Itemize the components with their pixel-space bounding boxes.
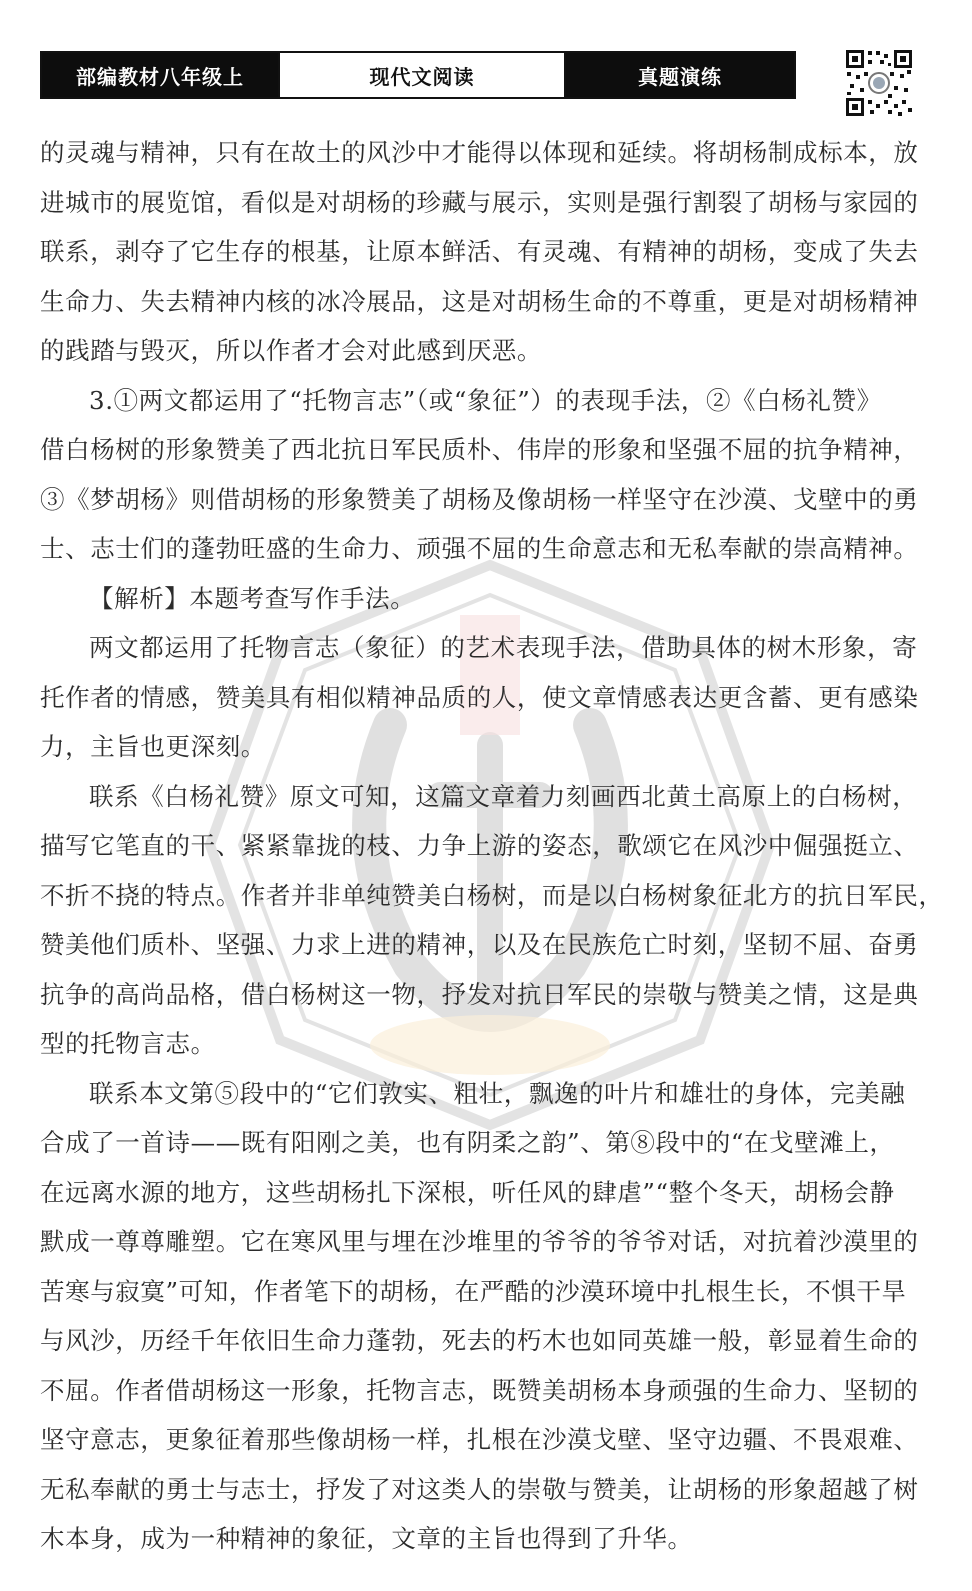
- text-line: 托作者的情感，赞美具有相似精神品质的人，使文章情感表达更含蓄、更有感染: [40, 682, 919, 712]
- answer-text: [40, 128, 944, 1564]
- analysis-label: 【解析】本题考查写作手法。: [89, 583, 416, 613]
- text-line: 联系《白杨礼赞》原文可知，这篇文章着力刻画西北黄土高原上的白杨树，: [89, 781, 918, 811]
- text-line: 描写它笔直的干、紧紧靠拢的枝、力争上游的姿态，歌颂它在风沙中倔强挺立、: [40, 831, 919, 860]
- text-line: 与风沙，历经千年依旧生命力蓬勃，死去的朽木也如同英雄一般，彰显着生命的: [40, 1326, 919, 1355]
- text-line: 型的托物言志。: [40, 1029, 216, 1058]
- text-line: 士、志士们的蓬勃旺盛的生命力、顽强不屈的生命意志和无私奉献的崇高精神。: [40, 534, 919, 563]
- text-line: 默成一尊尊雕塑。它在寒风里与埋在沙堆里的爷爷的爷爷对话，对抗着沙漠里的: [40, 1227, 919, 1256]
- text-line: 抗争的高尚品格，借白杨树这一物，抒发对抗日军民的崇敬与赞美之情，这是典: [40, 979, 919, 1009]
- text-line: 无私奉献的勇士与志士，抒发了对这类人的崇敬与赞美，让胡杨的形象超越了树: [40, 1474, 919, 1504]
- text-line: 力，主旨也更深刻。: [40, 732, 266, 761]
- text-line: 联系，剥夺了它生存的根基，让原本鲜活、有灵魂、有精神的胡杨，变成了失去: [40, 237, 919, 266]
- text-line: 在远离水源的地方，这些胡杨扎下深根，听任风的肆虐”“整个冬天，胡杨会静: [40, 1177, 895, 1207]
- header-bar: [40, 51, 796, 99]
- text-line: 赞美他们质朴、坚强、力求上进的精神，以及在民族危亡时刻，坚韧不屈、奋勇: [40, 930, 919, 959]
- text-line: 生命力、失去精神内核的冰冷展品，这是对胡杨生命的不尊重，更是对胡杨精神: [40, 286, 919, 316]
- text-line: 的灵魂与精神，只有在故土的风沙中才能得以体现和延续。将胡杨制成标本，放: [40, 138, 919, 167]
- text-line: 联系本文第⑤段中的“它们敦实、粗壮，飘逸的叶片和雄壮的身体，完美融: [89, 1078, 906, 1108]
- text-line: 木本身，成为一种精神的象征，文章的主旨也得到了升华。: [40, 1524, 693, 1553]
- qr-code-icon: [844, 48, 914, 118]
- text-line: 的践踏与毁灭，所以作者才会对此感到厌恶。: [40, 336, 542, 365]
- tab-textbook: 部编教材八年级上: [42, 53, 278, 97]
- text-line: 两文都运用了托物言志（象征）的艺术表现手法，借助具体的树木形象，寄: [89, 633, 918, 662]
- text-line: 合成了一首诗——既有阳刚之美，也有阴柔之韵”、第⑧段中的“在戈壁滩上，: [40, 1128, 895, 1157]
- text-line: 3.①两文都运用了“托物言志”（或“象征”）的表现手法，②《白杨礼赞》: [89, 385, 882, 415]
- text-line: ③《梦胡杨》则借胡杨的形象赞美了胡杨及像胡杨一样坚守在沙漠、戈壁中的勇: [40, 484, 919, 514]
- text-line: 不折不挠的特点。作者并非单纯赞美白杨树，而是以白杨树象征北方的抗日军民，: [40, 880, 944, 910]
- text-line: 借白杨树的形象赞美了西北抗日军民质朴、伟岸的形象和坚强不屈的抗争精神，: [40, 435, 919, 464]
- text-line: 不屈。作者借胡杨这一形象，托物言志，既赞美胡杨本身顽强的生命力、坚韧的: [40, 1375, 919, 1405]
- text-line: 苦寒与寂寞”可知，作者笔下的胡杨，在严酷的沙漠环境中扎根生长，不惧干旱: [40, 1276, 907, 1306]
- text-line: 进城市的展览馆，看似是对胡杨的珍藏与展示，实则是强行割裂了胡杨与家园的: [40, 187, 919, 217]
- tab-reading: 现代文阅读: [278, 53, 566, 97]
- text-line: 坚守意志，更象征着那些像胡杨一样，扎根在沙漠戈壁、坚守边疆、不畏艰难、: [40, 1425, 919, 1454]
- tab-practice: 真题演练: [566, 53, 794, 97]
